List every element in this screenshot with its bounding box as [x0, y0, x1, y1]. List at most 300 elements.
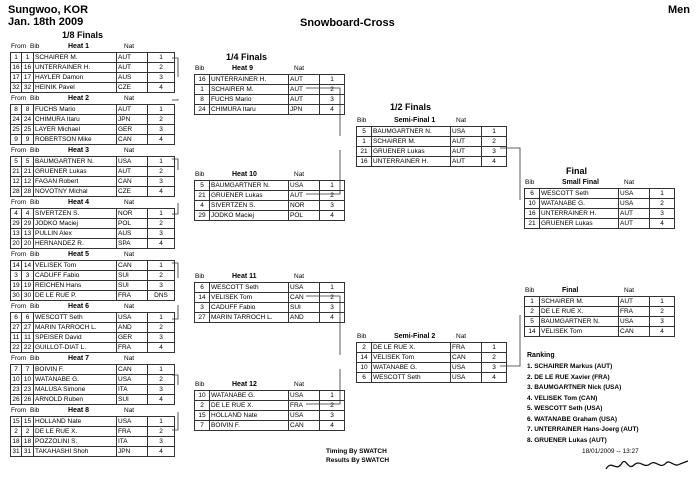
nat-cell: AUT — [117, 53, 148, 63]
heat-title: Semi-Final 2 — [394, 333, 436, 340]
table-row — [195, 201, 345, 211]
ranking-panel — [527, 352, 639, 446]
bib-cell: 7 — [195, 421, 210, 431]
name-cell: GRUENER Lukas — [540, 219, 619, 229]
name-cell: VELISEK Tom — [372, 353, 451, 363]
name-cell: DE LE RUE X. — [34, 427, 117, 437]
nat-cell: USA — [117, 375, 148, 385]
name-cell: SIVERTZEN S. — [34, 209, 117, 219]
table-row — [11, 417, 175, 427]
table-row — [525, 219, 675, 229]
round-title-quarters: 1/4 Finals — [226, 52, 268, 62]
table-row — [357, 373, 507, 383]
name-cell: GRUENER Lukas — [34, 167, 117, 177]
name-cell: DE LE RUE X. — [540, 307, 619, 317]
from-cell: 30 — [12, 291, 20, 299]
heat-table — [10, 104, 175, 145]
nat-cell: ITA — [117, 437, 148, 447]
nat-cell: USA — [451, 127, 482, 137]
bib-header: Bib — [30, 43, 40, 50]
name-cell: UNTERRAINER H. — [34, 63, 117, 73]
table-row — [195, 421, 345, 431]
nat-cell: CZE — [117, 83, 148, 93]
from-header: From — [11, 147, 27, 154]
nat-header: Nat — [124, 251, 135, 258]
nat-cell: AUT — [451, 137, 482, 147]
nat-cell: NOR — [289, 201, 320, 211]
heat-eighth-1 — [10, 42, 175, 93]
table-row — [11, 437, 175, 447]
table-row — [195, 283, 345, 293]
table-row — [11, 447, 175, 457]
bib-cell: 21 — [22, 167, 34, 177]
bib-cell: 1 — [195, 85, 210, 95]
name-cell: UNTERRAINER H. — [210, 75, 289, 85]
name-cell: CHIMURA Itaru — [210, 105, 289, 115]
rank-cell: 3 — [148, 73, 175, 83]
name-cell: WESCOTT Seth — [210, 283, 289, 293]
table-row — [11, 261, 175, 271]
heat-table — [194, 74, 345, 115]
timing-credit: Timing By SWATCH — [326, 448, 387, 455]
rank-cell: 1 — [320, 391, 345, 401]
bib-header: Bib — [30, 95, 40, 102]
bib-cell: 14 — [525, 327, 540, 337]
nat-cell: USA — [117, 417, 148, 427]
rank-cell: DNS — [148, 291, 175, 301]
rank-cell: 2 — [320, 85, 345, 95]
heat-title: Heat 7 — [68, 355, 90, 362]
rank-cell: 1 — [148, 53, 175, 63]
nat-header: Nat — [124, 355, 135, 362]
bib-cell: 5 — [22, 157, 34, 167]
from-header: From — [11, 251, 27, 258]
round-title-final: Final — [566, 166, 588, 176]
table-row — [11, 239, 175, 249]
bib-cell: 12 — [22, 177, 34, 187]
bib-cell: 3 — [195, 303, 210, 313]
rank-cell: 2 — [148, 63, 175, 73]
rank-cell: 1 — [650, 189, 675, 199]
heat-title: Heat 5 — [68, 251, 90, 258]
bib-cell: 2 — [357, 343, 372, 353]
nat-header: Nat — [124, 95, 135, 102]
nat-cell: AUT — [289, 75, 320, 85]
bib-header: Bib — [357, 333, 367, 340]
table-row — [11, 219, 175, 229]
nat-cell: USA — [117, 157, 148, 167]
table-row — [11, 385, 175, 395]
nat-cell: AUT — [289, 191, 320, 201]
bib-cell: 16 — [22, 63, 34, 73]
heat-header — [194, 64, 345, 74]
bib-cell: 16 — [195, 75, 210, 85]
heat-eighth-8 — [10, 406, 175, 457]
name-cell: MALUSA Simone — [34, 385, 117, 395]
nat-cell: CAN — [117, 135, 148, 145]
nat-cell: CAN — [451, 353, 482, 363]
from-cell: 29 — [12, 219, 20, 227]
nat-cell: AUT — [289, 85, 320, 95]
from-cell: 23 — [12, 385, 20, 393]
table-row — [11, 375, 175, 385]
event-header — [8, 4, 88, 28]
from-cell: 19 — [12, 281, 20, 289]
nat-cell: USA — [619, 199, 650, 209]
nat-cell: CAN — [117, 365, 148, 375]
heat-eighth-7 — [10, 354, 175, 405]
heat-table — [10, 208, 175, 249]
bib-cell: 15 — [195, 411, 210, 421]
rank-cell: 1 — [148, 365, 175, 375]
table-row — [195, 105, 345, 115]
heat-header — [10, 302, 175, 312]
table-row — [11, 73, 175, 83]
nat-cell: CAN — [117, 177, 148, 187]
heat-title: Final — [562, 287, 579, 294]
name-cell: DE LE RUE X. — [372, 343, 451, 353]
rank-cell: 2 — [650, 307, 675, 317]
nat-cell: AUT — [117, 167, 148, 177]
from-cell: 4 — [11, 209, 22, 219]
from-cell: 10 — [12, 375, 20, 383]
heat-eighth-3 — [10, 146, 175, 197]
table-row — [11, 167, 175, 177]
heat-header — [10, 146, 175, 156]
ranking-item: 8. GRUENER Lukas (AUT) — [527, 436, 607, 444]
table-row — [11, 343, 175, 353]
rank-cell: 4 — [320, 313, 345, 323]
rank-cell: 4 — [148, 395, 175, 405]
ranking-item: 7. UNTERRAINER Hans-Joerg (AUT) — [527, 426, 639, 433]
rank-cell: 1 — [148, 105, 175, 115]
rank-cell: 4 — [148, 447, 175, 457]
bib-cell: 26 — [22, 395, 34, 405]
table-row — [525, 317, 675, 327]
nat-cell: FRA — [289, 401, 320, 411]
nat-cell: AUT — [117, 63, 148, 73]
name-cell: DE LE RUE X. — [210, 401, 289, 411]
from-cell: 14 — [12, 261, 20, 269]
rank-cell: 4 — [650, 219, 675, 229]
heat-header — [524, 286, 675, 296]
rank-cell: 4 — [148, 343, 175, 353]
name-cell: WESCOTT Seth — [540, 189, 619, 199]
nat-cell: FRA — [117, 427, 148, 437]
from-cell: 25 — [12, 125, 20, 133]
rank-cell: 2 — [148, 219, 175, 229]
heat-header — [194, 170, 345, 180]
nat-cell: USA — [451, 373, 482, 383]
name-cell: JODKO Maciej — [34, 219, 117, 229]
table-row — [525, 199, 675, 209]
name-cell: CADUFF Fabio — [210, 303, 289, 313]
from-cell: 18 — [12, 437, 20, 445]
nat-cell: USA — [289, 283, 320, 293]
heat-header — [524, 178, 675, 188]
bib-header: Bib — [30, 251, 40, 258]
heat-eighth-5 — [10, 250, 175, 301]
heat-header — [194, 380, 345, 390]
rank-cell: 3 — [148, 437, 175, 447]
rank-cell: 1 — [482, 343, 507, 353]
heat-title: Heat 10 — [232, 171, 257, 178]
name-cell: BAUMGARTNER N. — [210, 181, 289, 191]
table-row — [525, 307, 675, 317]
bib-cell: 6 — [357, 373, 372, 383]
name-cell: SCHAIRER M. — [34, 53, 117, 63]
heat-final — [524, 286, 675, 337]
heat-header — [194, 272, 345, 282]
from-cell: 15 — [12, 417, 20, 425]
ranking-list — [527, 362, 639, 446]
name-cell: MARIN TARROCH L. — [34, 323, 117, 333]
bib-cell: 32 — [22, 83, 34, 93]
nat-cell: AND — [117, 323, 148, 333]
name-cell: SCHAIRER M. — [210, 85, 289, 95]
heat-header — [10, 94, 175, 104]
ranking-item: 2. DE LE RUE Xavier (FRA) — [527, 373, 610, 381]
bib-header: Bib — [357, 117, 367, 124]
bib-cell: 16 — [357, 157, 372, 167]
bib-cell: 13 — [22, 229, 34, 239]
from-header: From — [11, 303, 27, 310]
heat-table — [194, 390, 345, 431]
nat-cell: CAN — [289, 293, 320, 303]
table-row — [195, 181, 345, 191]
rank-cell: 4 — [320, 211, 345, 221]
bib-cell: 18 — [22, 437, 34, 447]
rank-cell: 2 — [148, 427, 175, 437]
ranking-item: 5. WESCOTT Seth (USA) — [527, 405, 603, 412]
round-title-eighths: 1/8 Finals — [62, 30, 104, 40]
bib-cell: 14 — [357, 353, 372, 363]
heat-table — [194, 180, 345, 221]
rank-cell: 2 — [482, 137, 507, 147]
nat-cell: USA — [289, 411, 320, 421]
name-cell: REICHEN Hans — [34, 281, 117, 291]
signature-icon — [604, 455, 692, 475]
heat-small-final — [524, 178, 675, 229]
bib-cell: 20 — [22, 239, 34, 249]
name-cell: HOLLAND Nate — [210, 411, 289, 421]
bib-cell: 6 — [22, 313, 34, 323]
rank-cell: 1 — [482, 127, 507, 137]
rank-cell: 3 — [482, 363, 507, 373]
heat-table — [524, 188, 675, 229]
nat-header: Nat — [124, 43, 135, 50]
name-cell: UNTERRAINER H. — [372, 157, 451, 167]
name-cell: CADUFF Fabio — [34, 271, 117, 281]
rank-cell: 1 — [320, 181, 345, 191]
rank-cell: 4 — [148, 83, 175, 93]
bib-cell: 5 — [195, 181, 210, 191]
table-row — [525, 297, 675, 307]
bib-cell: 19 — [22, 281, 34, 291]
from-cell: 20 — [12, 239, 20, 247]
name-cell: WATANABE G. — [540, 199, 619, 209]
heat-header — [10, 198, 175, 208]
nat-cell: AND — [289, 313, 320, 323]
gender-label: Men — [668, 4, 690, 16]
bib-cell: 4 — [22, 209, 34, 219]
bib-header: Bib — [195, 273, 205, 280]
rank-cell: 3 — [148, 281, 175, 291]
rank-cell: 4 — [482, 373, 507, 383]
name-cell: CHIMURA Itaru — [34, 115, 117, 125]
rank-cell: 1 — [650, 297, 675, 307]
rank-cell: 4 — [148, 239, 175, 249]
bib-cell: 7 — [22, 365, 34, 375]
table-row — [357, 137, 507, 147]
table-row — [11, 209, 175, 219]
bib-cell: 10 — [525, 199, 540, 209]
nat-header: Nat — [124, 199, 135, 206]
nat-header: Nat — [124, 407, 135, 414]
from-cell: 3 — [11, 271, 22, 281]
heat-title: Heat 6 — [68, 303, 90, 310]
bib-cell: 1 — [22, 53, 34, 63]
nat-cell: JPN — [117, 115, 148, 125]
rank-cell: 1 — [320, 283, 345, 293]
nat-header: Nat — [456, 117, 467, 124]
name-cell: FAGAN Robert — [34, 177, 117, 187]
nat-cell: SUI — [289, 303, 320, 313]
bib-cell: 21 — [525, 219, 540, 229]
nat-header: Nat — [294, 381, 305, 388]
rank-cell: 1 — [320, 75, 345, 85]
nat-cell: FRA — [117, 343, 148, 353]
nat-cell: FRA — [619, 307, 650, 317]
bib-cell: 10 — [357, 363, 372, 373]
nat-cell: USA — [289, 181, 320, 191]
heat-table — [10, 364, 175, 405]
timestamp: 18/01/2009 -- 13:27 — [582, 448, 639, 455]
name-cell: SCHAIRER M. — [540, 297, 619, 307]
heat-title: Small Final — [562, 179, 599, 186]
nat-cell: AUS — [117, 229, 148, 239]
heat-semi-2 — [356, 332, 507, 383]
table-row — [357, 343, 507, 353]
table-row — [525, 327, 675, 337]
nat-cell: POL — [117, 219, 148, 229]
from-cell: 8 — [11, 105, 22, 115]
from-cell: 31 — [12, 447, 20, 455]
from-cell: 12 — [12, 177, 20, 185]
results-credit: Results By SWATCH — [326, 457, 390, 464]
heat-table — [524, 296, 675, 337]
table-row — [11, 229, 175, 239]
heat-table — [10, 416, 175, 457]
rank-cell: 2 — [650, 199, 675, 209]
nat-cell: USA — [289, 391, 320, 401]
table-row — [195, 303, 345, 313]
rank-cell: 2 — [320, 401, 345, 411]
from-cell: 7 — [11, 365, 22, 375]
nat-header: Nat — [124, 303, 135, 310]
rank-cell: 2 — [148, 323, 175, 333]
bib-cell: 1 — [357, 137, 372, 147]
bib-cell: 24 — [22, 115, 34, 125]
name-cell: HEINIK Pavel — [34, 83, 117, 93]
bib-header: Bib — [195, 171, 205, 178]
rank-cell: 4 — [320, 421, 345, 431]
name-cell: WESCOTT Seth — [34, 313, 117, 323]
heat-eighth-2 — [10, 94, 175, 145]
ranking-item: 4. VELISEK Tom (CAN) — [527, 394, 598, 402]
bib-header: Bib — [30, 355, 40, 362]
rank-cell: 2 — [482, 353, 507, 363]
rank-cell: 3 — [482, 147, 507, 157]
name-cell: MARIN TARROCH L. — [210, 313, 289, 323]
name-cell: BAUMGARTNER N. — [372, 127, 451, 137]
bib-cell: 5 — [525, 317, 540, 327]
heat-table — [10, 52, 175, 93]
rank-cell: 3 — [320, 303, 345, 313]
heat-header — [10, 354, 175, 364]
heat-quarter-9 — [194, 64, 345, 115]
from-cell: 6 — [11, 313, 22, 323]
table-row — [11, 53, 175, 63]
bib-cell: 16 — [525, 209, 540, 219]
rank-cell: 1 — [148, 157, 175, 167]
bib-cell: 21 — [357, 147, 372, 157]
table-row — [195, 391, 345, 401]
bib-cell: 8 — [195, 95, 210, 105]
heat-title: Heat 4 — [68, 199, 90, 206]
from-cell: 28 — [12, 187, 20, 195]
table-row — [11, 135, 175, 145]
rank-cell: 4 — [320, 105, 345, 115]
table-row — [11, 63, 175, 73]
nat-cell: POL — [289, 211, 320, 221]
nat-cell: AUT — [619, 219, 650, 229]
ranking-item: 6. WATANABE Graham (USA) — [527, 415, 618, 423]
bib-header: Bib — [30, 199, 40, 206]
from-cell: 13 — [12, 229, 20, 237]
heat-header — [10, 42, 175, 52]
name-cell: HOLLAND Nate — [34, 417, 117, 427]
bib-cell: 1 — [525, 297, 540, 307]
nat-cell: CAN — [289, 421, 320, 431]
nat-cell: SUI — [117, 395, 148, 405]
ranking-item: 3. BAUMGARTNER Nick (USA) — [527, 384, 622, 391]
table-row — [11, 105, 175, 115]
bib-cell: 3 — [22, 271, 34, 281]
heat-table — [194, 282, 345, 323]
name-cell: SCHAIRER M. — [372, 137, 451, 147]
from-cell: 24 — [12, 115, 20, 123]
bib-cell: 23 — [22, 385, 34, 395]
event-date: Jan. 18th 2009 — [8, 16, 84, 28]
nat-cell: JPN — [289, 105, 320, 115]
bib-cell: 29 — [22, 219, 34, 229]
name-cell: FUCHS Mario — [210, 95, 289, 105]
table-row — [11, 125, 175, 135]
nat-cell: GER — [117, 125, 148, 135]
rank-cell: 3 — [320, 411, 345, 421]
from-header: From — [11, 355, 27, 362]
heat-title: Heat 1 — [68, 43, 90, 50]
bib-cell: 5 — [357, 127, 372, 137]
table-row — [11, 83, 175, 93]
table-row — [525, 189, 675, 199]
bib-header: Bib — [30, 407, 40, 414]
table-row — [525, 209, 675, 219]
name-cell: HERNANDEZ R. — [34, 239, 117, 249]
round-title-semis: 1/2 Finals — [390, 102, 432, 112]
nat-header: Nat — [456, 333, 467, 340]
